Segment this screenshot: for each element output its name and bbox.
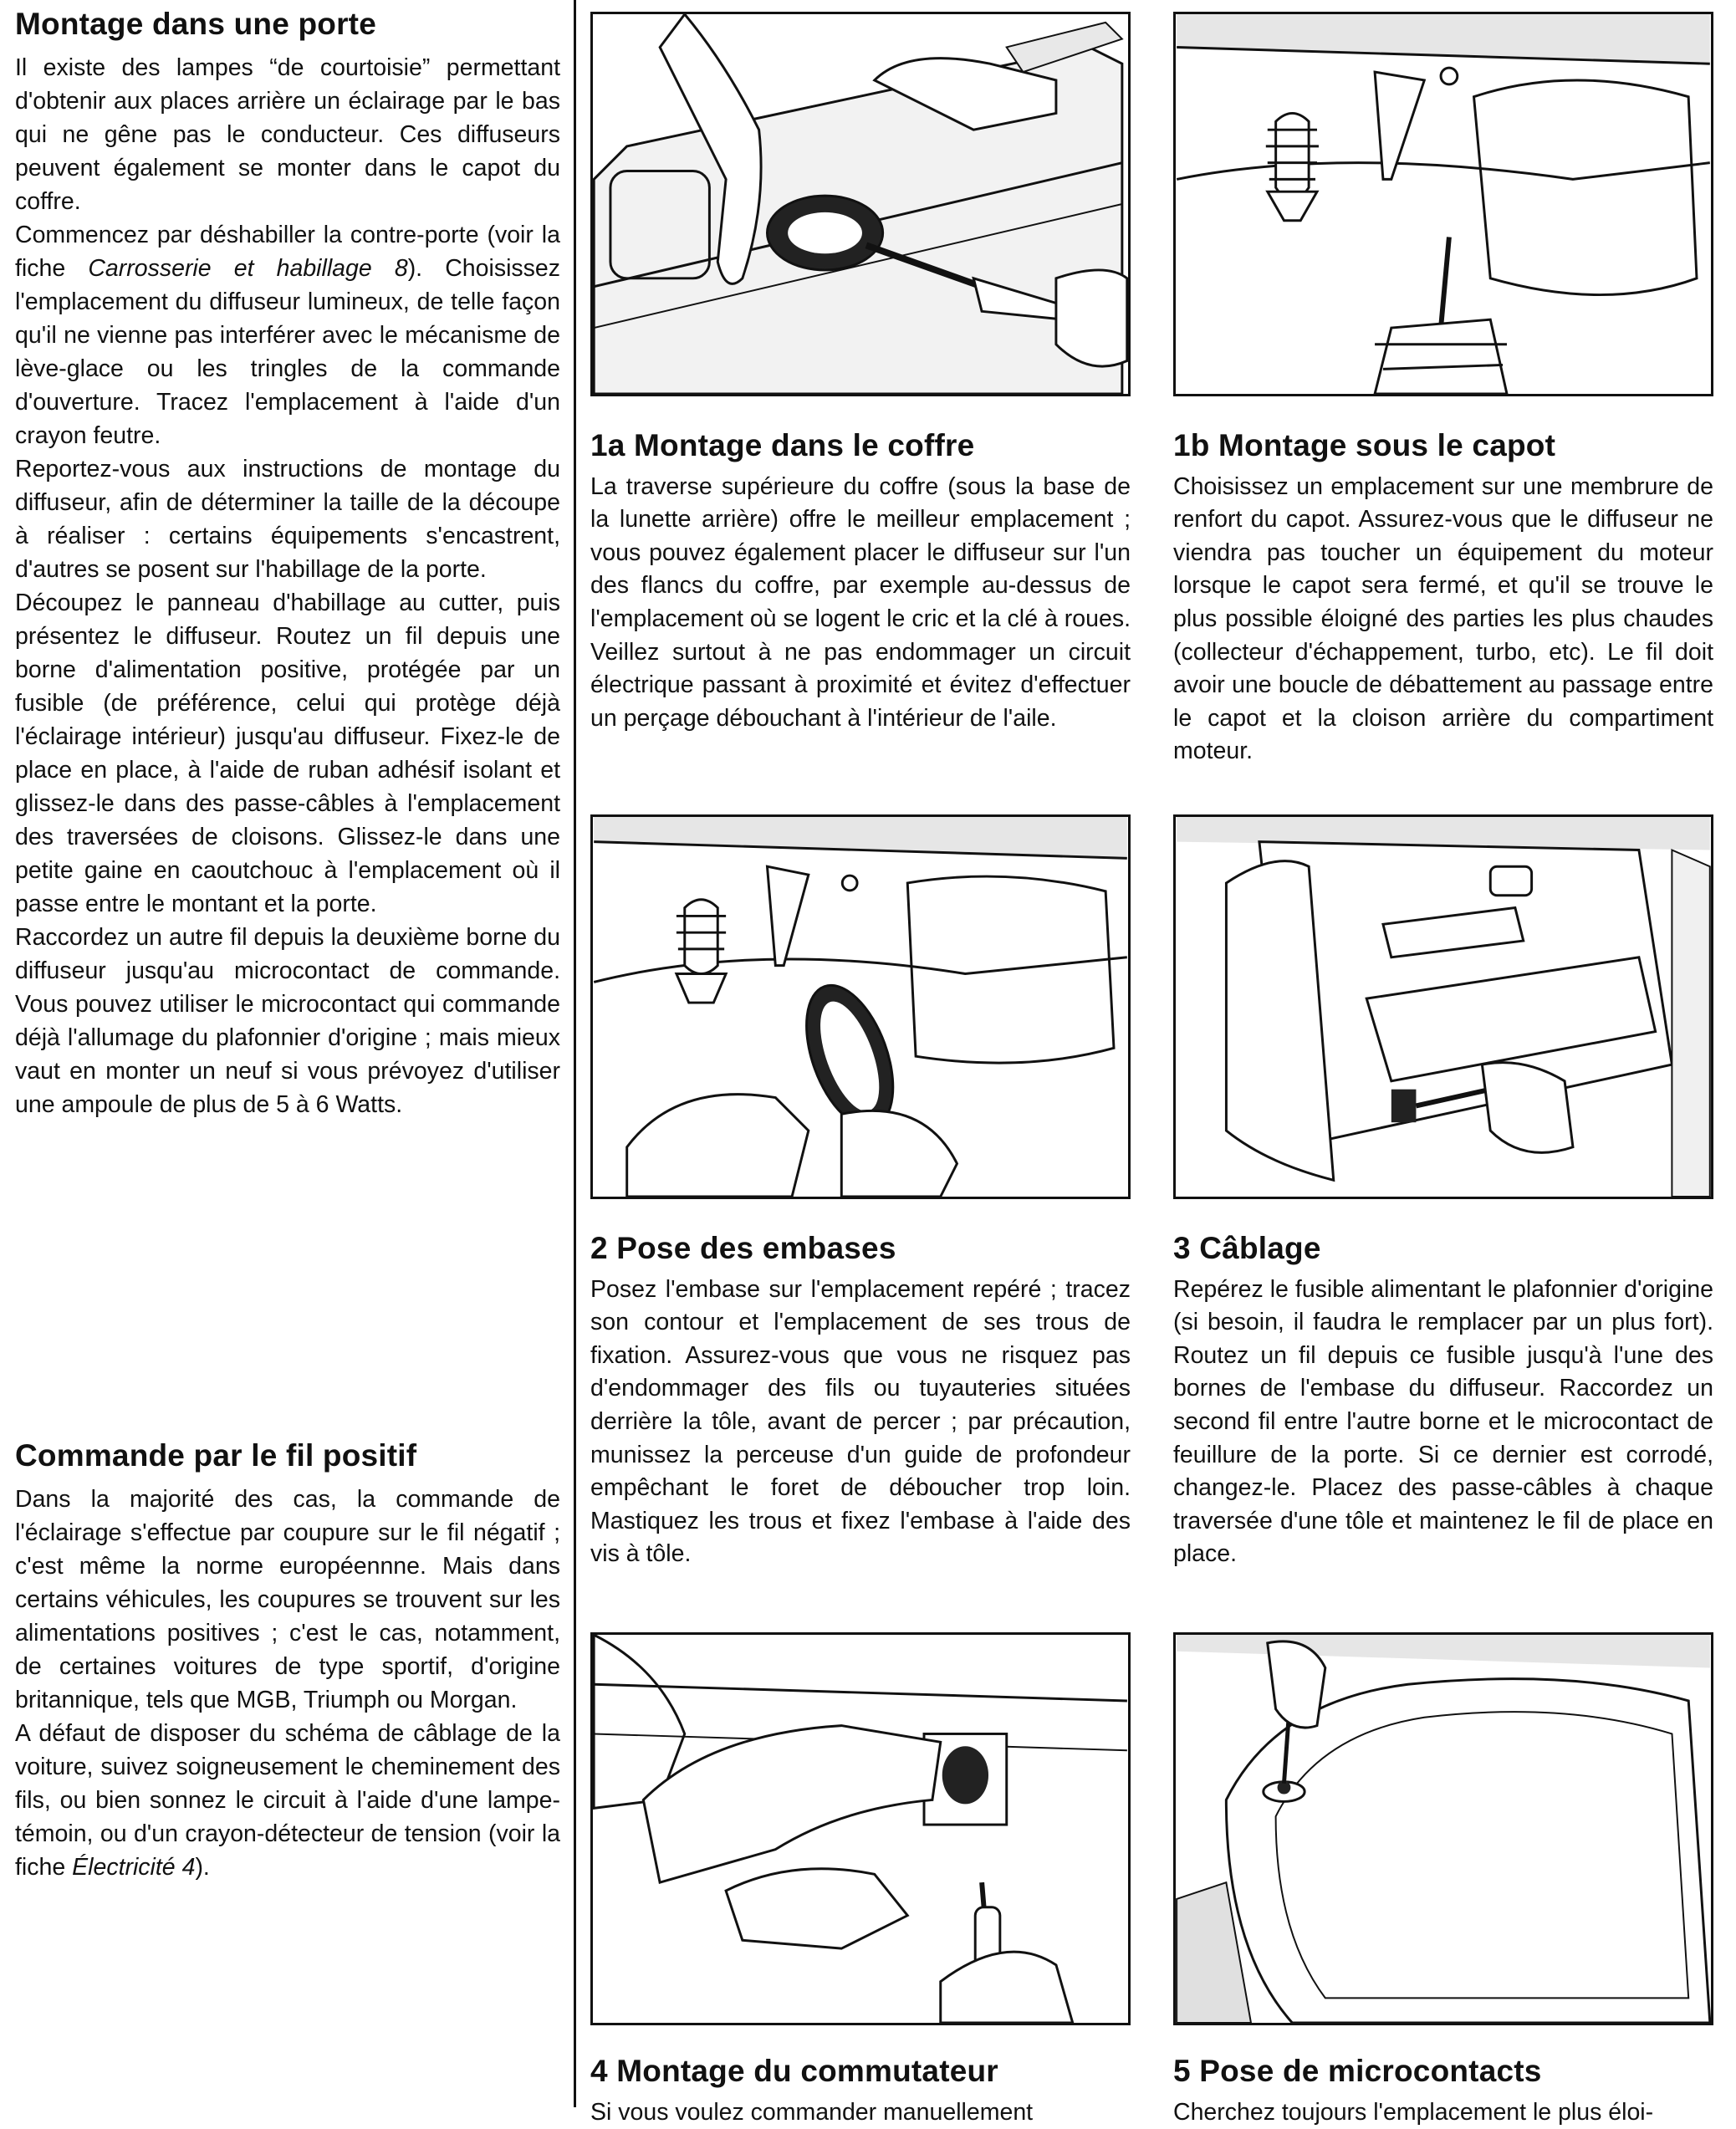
text: Commencez par déshabiller la contre-porte (voir la fiche	[15, 221, 560, 282]
hands-fitting-illustration	[593, 817, 1128, 1197]
step-text: Repérez le fusible alimentant le plafonnier d'origine (si besoin, il faudra le remplacer par un plus fort). Routez un fil depuis ce fusible jusqu'à l'une des bornes de l'embase du diffuseur. Raccordez un second fil entre l'autre borne et le microcontact de feuillure de la porte. Si ce dernier est corrodé, changez-le. Placez des passe-câbles à chaque traversée d'une tôle et maintenez le fil de place en place.	[1173, 1275, 1713, 1568]
step-title: 3 Câblage	[1173, 1231, 1321, 1265]
section-title-commande: Commande par le fil positif	[15, 1438, 417, 1473]
switch-hands-illustration	[593, 1635, 1128, 2023]
step-1a	[590, 12, 1131, 735]
door-panel-illustration	[1176, 817, 1711, 1197]
illustration-trunk-mount	[590, 12, 1131, 396]
illustration-switch-mount	[590, 1632, 1131, 2025]
microcontact-illustration	[1176, 1635, 1711, 2023]
text: ).	[195, 1853, 210, 1881]
cross-reference: Électricité 4	[72, 1853, 196, 1881]
paragraph: Raccordez un autre fil depuis la deuxième borne du diffuseur jusqu'au microcontact de commande. Vous pouvez utiliser le microcontact qui commande déjà l'allumage du plafonnier d'origine ; mais mieux vaut en monter un neuf si vous prévoyez d'utiliser une ampoule de plus de 5 à 6 Watts.	[15, 923, 560, 1118]
step-text: Posez l'embase sur l'emplacement repéré ; tracez son contour et l'emplacement de ses trous de fixation. Assurez-vous que vous ne risquez pas d'endommager des fils ou tuyauteries situées derrière la tôle, avant de percer ; par précaution, munissez la perceuse d'un guide de profondeur empêchant le foret de déboucher trop loin. Mastiquez les trous et fixez l'embase à l'aide des vis à tôle.	[590, 1275, 1131, 1568]
paragraph: Il existe des lampes “de courtoisie” permettant d'obtenir aux places arrière un éclairage par le bas qui ne gêne pas le conducteur. Ces diffuseurs peuvent également se monter dans le capot du coffre.	[15, 54, 560, 215]
paragraph	[15, 218, 560, 452]
illustration-hood-mount	[1173, 12, 1713, 396]
left-column	[15, 7, 560, 1121]
column-divider	[574, 0, 576, 2107]
step-3	[1173, 814, 1713, 1571]
illustration-microcontacts	[1173, 1632, 1713, 2025]
step-text: Si vous voulez commander manuellement	[590, 2098, 1034, 2126]
paragraph: Dans la majorité des cas, la commande de l'éclairage s'effectue par coupure sur le fil négatif ; c'est même la norme européennne. Mais dans certains véhicules, les coupures se trouvent sur les alimentations positives ; c'est le cas, notamment, de certaines voitures de type sportif, d'origine britannique, tels que MGB, Triumph ou Morgan.	[15, 1485, 560, 1713]
step-4	[590, 1632, 1131, 2129]
illustration-wiring	[1173, 814, 1713, 1199]
step-title: 2 Pose des embases	[590, 1231, 896, 1265]
step-2	[590, 814, 1131, 1571]
step-title: 1b Montage sous le capot	[1173, 428, 1556, 462]
text: A défaut de disposer du schéma de câblage de la voiture, suivez soigneusement le cheminement des fils, ou bien sonnez le circuit à l'aide d'une lampe-témoin, ou d'un crayon-détecteur de tension (voir la fiche	[15, 1719, 560, 1881]
step-text: Choisissez un emplacement sur une membrure de renfort du capot. Assurez-vous que le diffuseur ne viendra pas toucher un équipement du moteur lorsque le capot sera fermé, et qu'il se trouve le plus possible éloigné des parties les plus chaudes (collecteur d'échappement, turbo, etc). Le fil doit avoir une boucle de débattement au passage entre le capot et la cloison arrière du compartiment moteur.	[1173, 472, 1713, 765]
step-text: La traverse supérieure du coffre (sous la base de la lunette arrière) offre le meilleur emplacement ; vous pouvez également placer le diffuseur sur l'un des flancs du coffre, par exemple au-dessus de l'emplacement où se logent le cric et la clé à roues. Veillez surtout à ne pas endommager un circuit électrique passant à proximité et évitez d'effectuer un perçage débouchant à l'intérieur de l'aile.	[590, 472, 1131, 732]
paragraph	[15, 1717, 560, 1884]
drill-illustration	[1176, 14, 1711, 394]
illustration-base-fitting	[590, 814, 1131, 1199]
step-title: 5 Pose de microcontacts	[1173, 2054, 1542, 2088]
cross-reference: Carrosserie et habillage 8	[88, 254, 408, 282]
step-title: 1a Montage dans le coffre	[590, 428, 975, 462]
paragraph: Découpez le panneau d'habillage au cutter, puis présentez le diffuseur. Routez un fil depuis une borne d'alimentation positive, protégée par un fusible (de préférence, celui qui protège déjà l'éclairage intérieur) jusqu'au diffuseur. Fixez-le de place en place, à l'aide de ruban adhésif isolant et glissez-le dans des passe-câbles à l'emplacement des traversées de cloisons. Glissez-le dans une petite gaine en caoutchouc à l'emplacement où il passe entre le montant et la porte.	[15, 589, 560, 917]
section-commande-fil-positif	[15, 1438, 560, 1884]
step-1b	[1173, 12, 1713, 768]
step-5	[1173, 1632, 1713, 2129]
step-title: 4 Montage du commutateur	[590, 2054, 998, 2088]
section-title-montage-porte: Montage dans une porte	[15, 7, 376, 41]
paragraph: Reportez-vous aux instructions de montage du diffuseur, afin de déterminer la taille de la découpe à réaliser : certains équipements s'encastrent, d'autres se posent sur l'habillage de la porte.	[15, 455, 560, 583]
text: ). Choisissez l'emplacement du diffuseur lumineux, de telle façon qu'il ne vienne pas interférer avec le mécanisme de lève-glace ou les tringles de la commande d'ouverture. Tracez l'emplacement à l'aide d'un crayon feutre.	[15, 254, 561, 449]
hand-screwdriver-illustration	[593, 14, 1128, 394]
step-text: Cherchez toujours l'emplacement le plus éloi-	[1173, 2098, 1654, 2126]
